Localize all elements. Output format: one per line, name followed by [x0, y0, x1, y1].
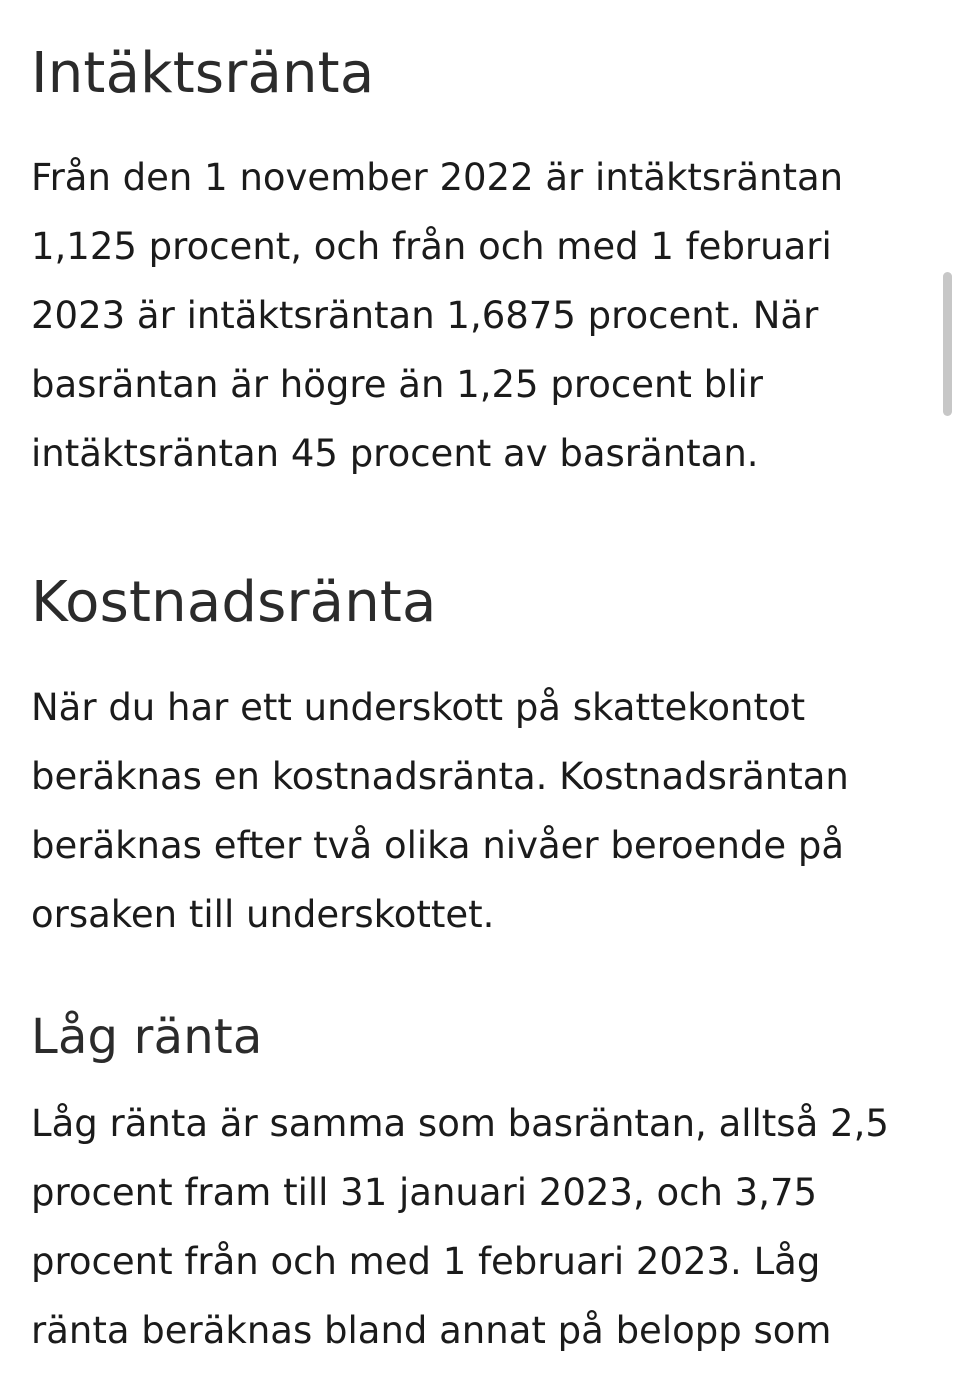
subsection-title: Låg ränta — [31, 1009, 263, 1065]
section-text: När du har ett underskott på skattekontot beräknas en kostnadsränta. Kostnadsräntan beräknas efter två olika nivåer beroende på orsaken till underskottet. — [31, 686, 849, 936]
section-text: Från den 1 november 2022 är intäktsräntan 1,125 procent, och från och med 1 februari 2023 är intäktsräntan 1,6875 procent. När basräntan är högre än 1,25 procent blir intäktsräntan 45 procent av basräntan. — [31, 156, 844, 475]
scrollbar-thumb[interactable] — [943, 272, 952, 416]
section-lag-ranta — [31, 1007, 926, 1365]
article-content — [31, 38, 926, 1365]
section-intaktsranta — [31, 38, 926, 488]
section-title: Kostnadsränta — [31, 570, 437, 635]
section-kostnadsranta — [31, 567, 926, 949]
section-text: Låg ränta är samma som basräntan, alltså 2,5 procent fram till 31 januari 2023, och 3,75 procent från och med 1 februari 2023. Låg ränta beräknas bland annat på belopp som — [31, 1102, 889, 1352]
section-title: Intäktsränta — [31, 41, 375, 106]
